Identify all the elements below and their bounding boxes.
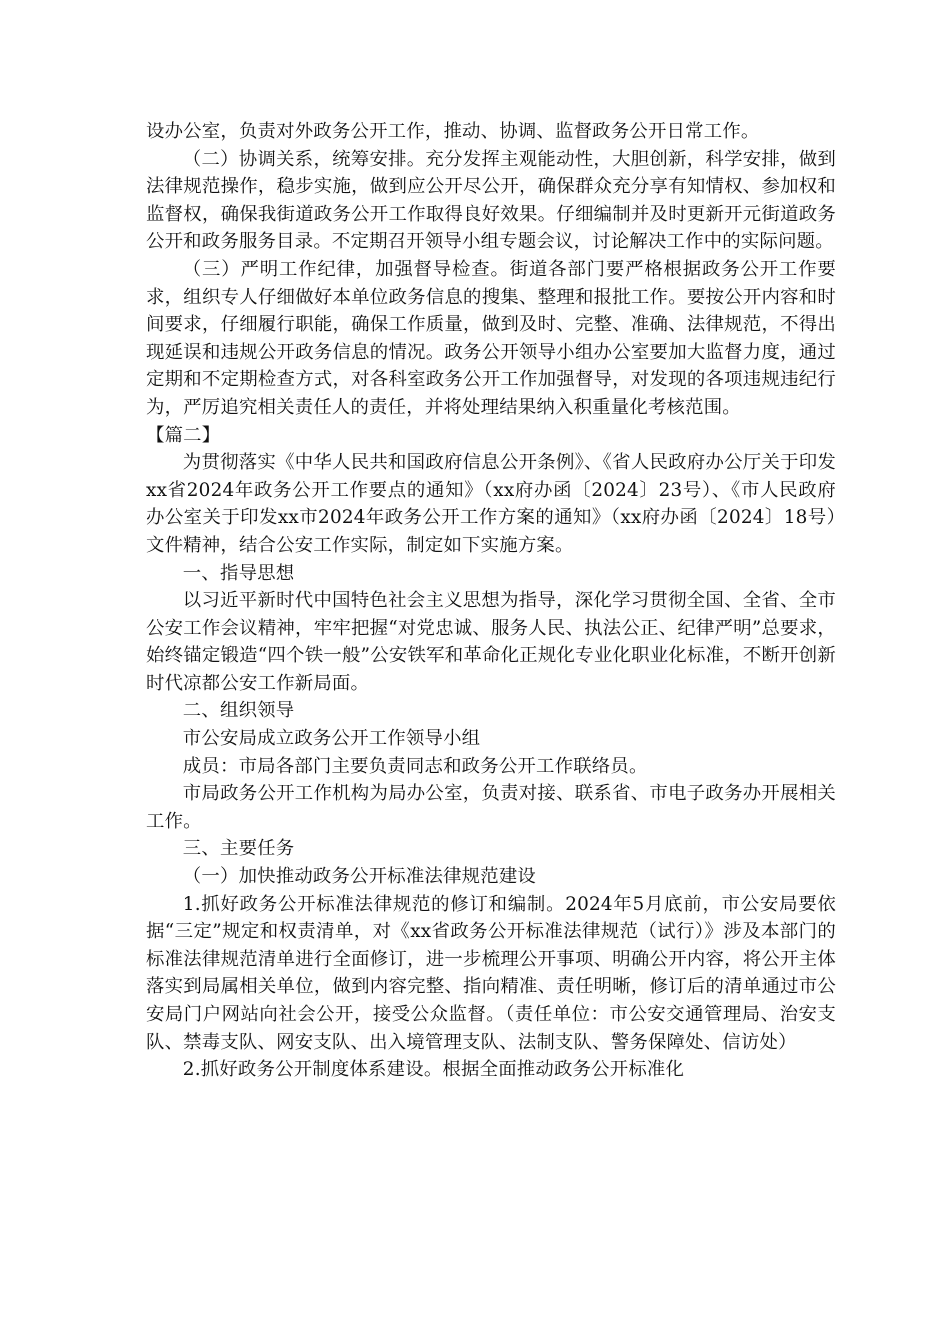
subsection-heading: （一）加快推动政务公开标准法律规范建设 [182, 866, 537, 888]
section-heading: 二、组织领导 [182, 700, 295, 722]
document-body [146, 118, 836, 1084]
paragraph: 设办公室，负责对外政务公开工作，推动、协调、监督政务公开日常工作。 [146, 121, 760, 142]
paragraph: （三）严明工作纪律，加强督导检查。街道各部门要严格根据政务公开工作要求，组织专人仔细做好本单位政务信息的搜集、整理和报批工作。要按公开内容和时间要求，仔细履行职能，确保工作质量，做到及时、完整、准确、法律规范，不得出现延误和违规公开政务信息的情况。政务公开领导小组办公室要加大监督力度，通过定期和不定期检查方式，对各科室政务公开工作加强督导，对发现的各项违规违纪行为，严厉追究相关责任人的责任，并将处理结果纳入积重量化考核范围。 [146, 258, 836, 418]
paragraph: 市公安局成立政务公开工作领导小组 [182, 728, 481, 750]
paragraph: 成员：市局各部门主要负责同志和政务公开工作联络员。 [182, 755, 648, 777]
section-heading: 【篇二】 [146, 424, 221, 446]
paragraph: 2.抓好政务公开制度体系建设。根据全面推动政务公开标准化 [182, 1059, 685, 1081]
paragraph: 市局政务公开工作机构为局办公室，负责对接、联系省、市电子政务办开展相关工作。 [146, 783, 836, 832]
section-heading: 三、主要任务 [182, 838, 295, 860]
paragraph: 以习近平新时代中国特色社会主义思想为指导，深化学习贯彻全国、全省、全市公安工作会议精神，牢牢把握“对党忠诚、服务人民、执法公正、纪律严明”总要求，始终锚定锻造“四个铁一般”公安铁军和革命化正规化专业化职业化标准，不断开创新时代凉都公安工作新局面。 [146, 590, 836, 694]
paragraph: （二）协调关系，统筹安排。充分发挥主观能动性，大胆创新，科学安排，做到法律规范操作，稳步实施，做到应公开尽公开，确保群众充分享有知情权、参加权和监督权，确保我街道政务公开工作取得良好效果。仔细编制并及时更新开元街道政务公开和政务服务目录。不定期召开领导小组专题会议，讨论解决工作中的实际问题。 [146, 148, 836, 253]
paragraph: 1.抓好政务公开标准法律规范的修订和编制。2024年5月底前，市公安局要依据“三定”规定和权责清单，对《xx省政务公开标准法律规范（试行）》涉及本部门的标准法律规范清单进行全面修订，进一步梳理公开事项、明确公开内容，将公开主体落实到局属相关单位，做到内容完整、指向精准、责任明晰，修订后的清单通过市公安局门户网站向社会公开，接受公众监督。（责任单位：市公安交通管理局、治安支队、禁毒支队、网安支队、出入境管理支队、法制支队、警务保障处、信访处） [146, 893, 836, 1053]
section-heading: 一、指导思想 [182, 562, 295, 584]
paragraph: 为贯彻落实《中华人民共和国政府信息公开条例》、《省人民政府办公厅关于印发xx省2024年政务公开工作要点的通知》（xx府办函〔2024〕23号）、《市人民政府办公室关于印发xx市2024年政务公开工作方案的通知》（xx府办函〔2024〕18号）文件精神，结合公安工作实际，制定如下实施方案。 [146, 452, 836, 556]
